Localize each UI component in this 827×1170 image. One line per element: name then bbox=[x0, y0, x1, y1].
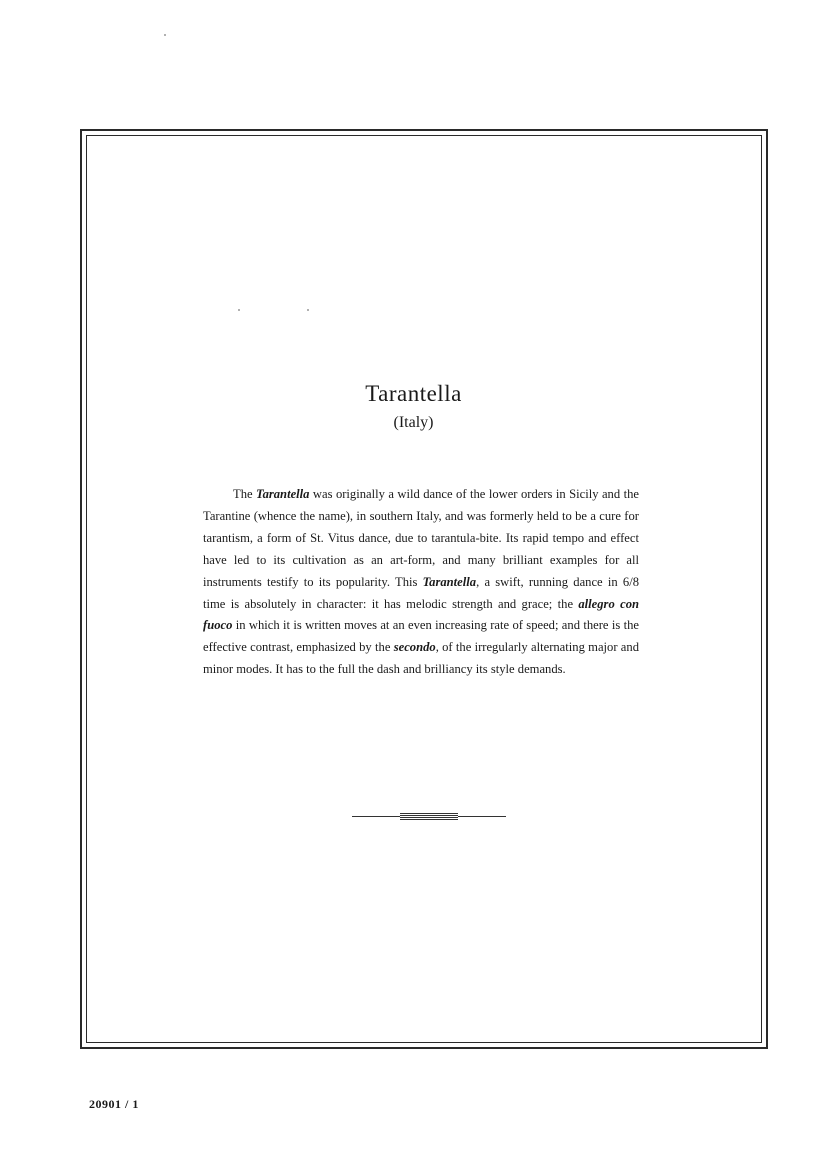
text-segment: time is absolutely in character: it has melodic strength and grace; the bbox=[203, 596, 579, 611]
italic-term: Tarantella bbox=[422, 574, 477, 589]
scan-speck bbox=[307, 309, 309, 311]
text-segment: was originally a wild dance of the lower orders in Sicily and the Tarantine (whence the name), in southern Italy, and was formerly held to be a cure for tarantism, a form of St. Vitus dance, due to tarantula-bite. Its rapid tempo and effect have led to its cultivation as an art-form, and many brilliant examples for all instruments testify to its popularity. This bbox=[203, 487, 639, 589]
text-segment: , of the irregularly alternating major and minor modes. It has to the full the dash and brilliancy its style demands. bbox=[203, 640, 639, 677]
description-paragraph bbox=[203, 484, 639, 681]
decorative-rule-ornament bbox=[352, 811, 506, 823]
italic-term: secondo bbox=[393, 640, 436, 655]
scan-speck bbox=[164, 34, 166, 36]
scan-speck bbox=[238, 309, 240, 311]
text-segment: The bbox=[233, 487, 257, 501]
ornament-center-bar bbox=[400, 813, 458, 820]
text-segment: , a swift, running dance in bbox=[476, 574, 623, 589]
italic-term: allegro con fuoco bbox=[203, 596, 639, 633]
italic-term: Tarantella bbox=[256, 487, 310, 501]
page-subtitle: (Italy) bbox=[393, 414, 434, 431]
plate-number: 20901 / 1 bbox=[89, 1097, 139, 1111]
time-signature: 6/8 bbox=[622, 574, 639, 589]
page-title: Tarantella bbox=[365, 381, 462, 406]
text-segment: in which it is written moves at an even increasing rate of speed; and there is the effective contrast, emphasized by the bbox=[203, 618, 639, 655]
